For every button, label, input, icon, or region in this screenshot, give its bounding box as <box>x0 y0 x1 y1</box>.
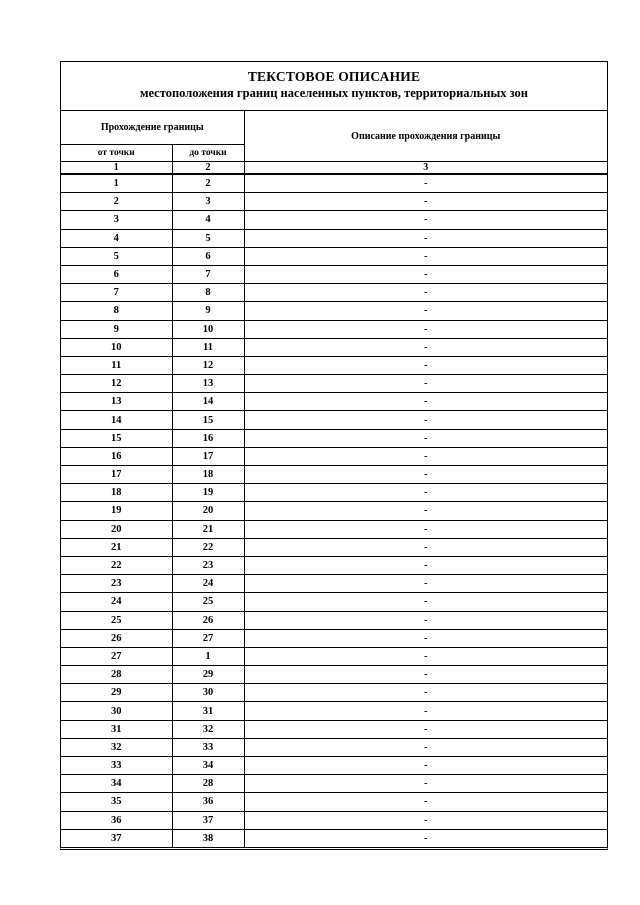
to-point-cell: 23 <box>172 556 244 574</box>
table-row <box>61 466 607 484</box>
table-row <box>61 265 607 283</box>
table-row <box>61 556 607 574</box>
table-row <box>61 411 607 429</box>
description-cell: - <box>244 174 607 193</box>
from-point-cell: 17 <box>61 466 172 484</box>
to-point-cell: 12 <box>172 356 244 374</box>
from-point-cell: 37 <box>61 829 172 847</box>
to-point-cell: 13 <box>172 375 244 393</box>
from-header: от точки <box>61 145 172 162</box>
to-point-cell: 16 <box>172 429 244 447</box>
table-row <box>61 829 607 847</box>
from-point-cell: 18 <box>61 484 172 502</box>
table-row <box>61 284 607 302</box>
table-body <box>61 174 607 847</box>
from-point-cell: 35 <box>61 793 172 811</box>
table-row <box>61 484 607 502</box>
document-frame <box>60 61 608 850</box>
table-row <box>61 320 607 338</box>
description-cell: - <box>244 447 607 465</box>
column-number: 2 <box>172 162 244 175</box>
from-point-cell: 21 <box>61 538 172 556</box>
from-point-cell: 29 <box>61 684 172 702</box>
description-cell: - <box>244 593 607 611</box>
table-row <box>61 738 607 756</box>
to-point-cell: 37 <box>172 811 244 829</box>
to-point-cell: 31 <box>172 702 244 720</box>
table-row <box>61 775 607 793</box>
to-point-cell: 38 <box>172 829 244 847</box>
description-cell: - <box>244 666 607 684</box>
table-row <box>61 611 607 629</box>
document-subtitle: местоположения границ населенных пунктов, территориальных зон <box>139 86 529 100</box>
table-row <box>61 666 607 684</box>
table-row <box>61 684 607 702</box>
table-row <box>61 211 607 229</box>
group-header: Прохождение границы <box>61 111 244 145</box>
description-cell: - <box>244 520 607 538</box>
to-point-cell: 8 <box>172 284 244 302</box>
to-point-cell: 33 <box>172 738 244 756</box>
from-point-cell: 2 <box>61 193 172 211</box>
description-cell: - <box>244 720 607 738</box>
to-point-cell: 19 <box>172 484 244 502</box>
description-cell: - <box>244 247 607 265</box>
description-cell: - <box>244 375 607 393</box>
description-cell: - <box>244 302 607 320</box>
description-cell: - <box>244 757 607 775</box>
description-cell: - <box>244 556 607 574</box>
table-row <box>61 520 607 538</box>
table-row <box>61 538 607 556</box>
to-point-cell: 2 <box>172 174 244 193</box>
description-cell: - <box>244 466 607 484</box>
table-row <box>61 302 607 320</box>
description-cell: - <box>244 611 607 629</box>
to-point-cell: 17 <box>172 447 244 465</box>
description-cell: - <box>244 502 607 520</box>
description-cell: - <box>244 793 607 811</box>
column-number-row <box>61 162 607 175</box>
to-point-cell: 18 <box>172 466 244 484</box>
from-point-cell: 9 <box>61 320 172 338</box>
from-point-cell: 14 <box>61 411 172 429</box>
table-row <box>61 447 607 465</box>
to-point-cell: 30 <box>172 684 244 702</box>
table-row <box>61 356 607 374</box>
to-point-cell: 7 <box>172 265 244 283</box>
description-cell: - <box>244 411 607 429</box>
from-point-cell: 36 <box>61 811 172 829</box>
table-row <box>61 647 607 665</box>
description-cell: - <box>244 829 607 847</box>
column-number: 1 <box>61 162 172 175</box>
table-row <box>61 247 607 265</box>
to-point-cell: 9 <box>172 302 244 320</box>
to-point-cell: 36 <box>172 793 244 811</box>
description-cell: - <box>244 265 607 283</box>
description-cell: - <box>244 538 607 556</box>
to-point-cell: 6 <box>172 247 244 265</box>
from-point-cell: 24 <box>61 593 172 611</box>
table-row <box>61 338 607 356</box>
from-point-cell: 20 <box>61 520 172 538</box>
to-point-cell: 4 <box>172 211 244 229</box>
to-point-cell: 1 <box>172 647 244 665</box>
table-row <box>61 629 607 647</box>
to-point-cell: 10 <box>172 320 244 338</box>
description-header: Описание прохождения границы <box>244 111 607 162</box>
description-cell: - <box>244 320 607 338</box>
from-point-cell: 12 <box>61 375 172 393</box>
table-row <box>61 575 607 593</box>
from-point-cell: 26 <box>61 629 172 647</box>
from-point-cell: 28 <box>61 666 172 684</box>
description-cell: - <box>244 775 607 793</box>
table-row <box>61 429 607 447</box>
from-point-cell: 3 <box>61 211 172 229</box>
description-cell: - <box>244 284 607 302</box>
title-block <box>61 62 607 111</box>
to-point-cell: 34 <box>172 757 244 775</box>
description-cell: - <box>244 702 607 720</box>
description-cell: - <box>244 356 607 374</box>
table-row <box>61 793 607 811</box>
to-point-cell: 14 <box>172 393 244 411</box>
from-point-cell: 4 <box>61 229 172 247</box>
table-row <box>61 502 607 520</box>
to-point-cell: 15 <box>172 411 244 429</box>
from-point-cell: 30 <box>61 702 172 720</box>
from-point-cell: 11 <box>61 356 172 374</box>
from-point-cell: 6 <box>61 265 172 283</box>
to-point-cell: 21 <box>172 520 244 538</box>
description-cell: - <box>244 738 607 756</box>
to-point-cell: 24 <box>172 575 244 593</box>
from-point-cell: 13 <box>61 393 172 411</box>
table-row <box>61 393 607 411</box>
from-point-cell: 10 <box>61 338 172 356</box>
to-point-cell: 26 <box>172 611 244 629</box>
to-point-cell: 32 <box>172 720 244 738</box>
description-cell: - <box>244 338 607 356</box>
description-cell: - <box>244 429 607 447</box>
from-point-cell: 34 <box>61 775 172 793</box>
from-point-cell: 19 <box>61 502 172 520</box>
to-point-cell: 28 <box>172 775 244 793</box>
description-cell: - <box>244 484 607 502</box>
to-point-cell: 20 <box>172 502 244 520</box>
table-header <box>61 111 607 174</box>
column-number: 3 <box>244 162 607 175</box>
table-row <box>61 757 607 775</box>
table-row <box>61 593 607 611</box>
table-row <box>61 811 607 829</box>
table-row <box>61 193 607 211</box>
description-cell: - <box>244 575 607 593</box>
description-cell: - <box>244 229 607 247</box>
table-row <box>61 720 607 738</box>
table-row <box>61 174 607 193</box>
to-point-cell: 3 <box>172 193 244 211</box>
boundary-table <box>61 111 607 848</box>
document-title: ТЕКСТОВОЕ ОПИСАНИЕ <box>247 69 421 84</box>
description-cell: - <box>244 647 607 665</box>
to-point-cell: 22 <box>172 538 244 556</box>
to-point-cell: 27 <box>172 629 244 647</box>
from-point-cell: 27 <box>61 647 172 665</box>
from-point-cell: 5 <box>61 247 172 265</box>
table-row <box>61 375 607 393</box>
to-header: до точки <box>172 145 244 162</box>
from-point-cell: 33 <box>61 757 172 775</box>
from-point-cell: 7 <box>61 284 172 302</box>
table-row <box>61 702 607 720</box>
description-cell: - <box>244 811 607 829</box>
from-point-cell: 25 <box>61 611 172 629</box>
from-point-cell: 16 <box>61 447 172 465</box>
description-cell: - <box>244 393 607 411</box>
to-point-cell: 25 <box>172 593 244 611</box>
to-point-cell: 11 <box>172 338 244 356</box>
table-row <box>61 229 607 247</box>
description-cell: - <box>244 684 607 702</box>
from-point-cell: 15 <box>61 429 172 447</box>
from-point-cell: 23 <box>61 575 172 593</box>
from-point-cell: 31 <box>61 720 172 738</box>
from-point-cell: 1 <box>61 174 172 193</box>
from-point-cell: 8 <box>61 302 172 320</box>
from-point-cell: 22 <box>61 556 172 574</box>
description-cell: - <box>244 629 607 647</box>
to-point-cell: 5 <box>172 229 244 247</box>
description-cell: - <box>244 193 607 211</box>
to-point-cell: 29 <box>172 666 244 684</box>
description-cell: - <box>244 211 607 229</box>
from-point-cell: 32 <box>61 738 172 756</box>
